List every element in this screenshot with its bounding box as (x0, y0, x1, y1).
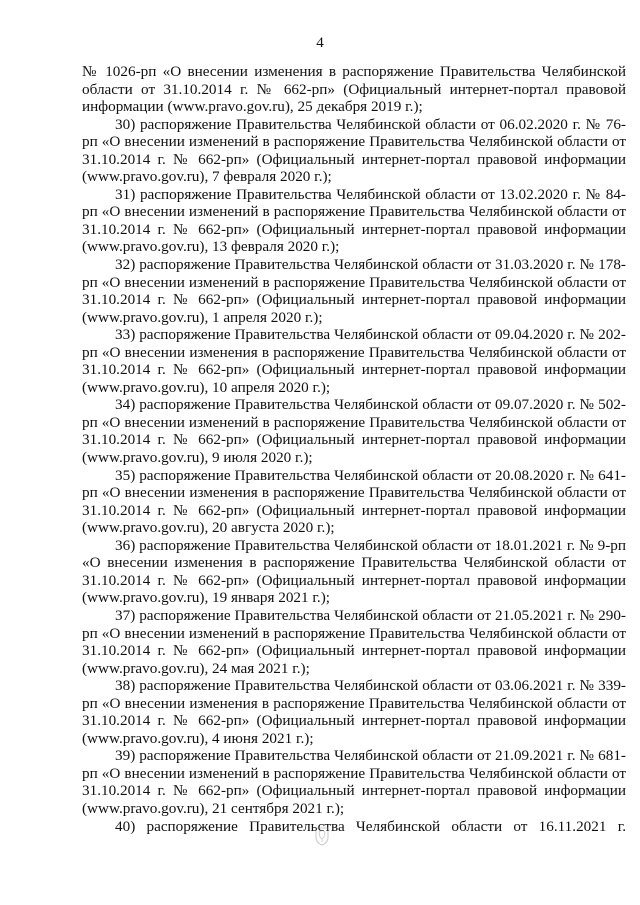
paragraph-continuation: № 1026-рп «О внесении изменения в распоряжение Правительства Челябинской области от 31.10.2014 г. № 662-рп» (Официальный интернет-портал правовой информации (www.pravo.gov.ru), 25 декабря 2019 г.); (82, 63, 626, 116)
list-item-33: 33) распоряжение Правительства Челябинской области от 09.04.2020 г. № 202-рп «О внесении изменения в распоряжение Правительства Челябинской области от 31.10.2014 г. № 662-рп» (Официальный интернет-портал правовой информации (www.pravo.gov.ru), 10 апреля 2020 г.); (82, 326, 626, 396)
list-item-34: 34) распоряжение Правительства Челябинской области от 09.07.2020 г. № 502-рп «О внесении изменений в распоряжение Правительства Челябинской области от 31.10.2014 г. № 662-рп» (Официальный интернет-портал правовой информации (www.pravo.gov.ru), 9 июля 2020 г.); (82, 396, 626, 467)
list-item-35: 35) распоряжение Правительства Челябинской области от 20.08.2020 г. № 641-рп «О внесении изменения в распоряжение Правительства Челябинской области от 31.10.2014 г. № 662-рп» (Официальный интернет-портал правовой информации (www.pravo.gov.ru), 20 августа 2020 г.); (82, 466, 626, 537)
list-item-37: 37) распоряжение Правительства Челябинской области от 21.05.2021 г. № 290-рп «О внесении изменений в распоряжение Правительства Челябинской области от 31.10.2014 г. № 662-рп» (Официальный интернет-портал правовой информации (www.pravo.gov.ru), 24 мая 2021 г.); (82, 606, 626, 677)
list-item-30: 30) распоряжение Правительства Челябинской области от 06.02.2020 г. № 76-рп «О внесении изменений в распоряжение Правительства Челябинской области от 31.10.2014 г. № 662-рп» (Официальный интернет-портал правовой информации (www.pravo.gov.ru), 7 февраля 2020 г.); (82, 115, 626, 186)
list-item-32: 32) распоряжение Правительства Челябинской области от 31.03.2020 г. № 178-рп «О внесении изменений в распоряжение Правительства Челябинской области от 31.10.2014 г. № 662-рп» (Официальный интернет-портал правовой информации (www.pravo.gov.ru), 1 апреля 2020 г.); (82, 256, 626, 326)
document-body (82, 63, 626, 835)
coat-of-arms-emblem-icon (314, 826, 330, 846)
document-stamp (266, 826, 406, 866)
page-number: 4 (316, 35, 324, 51)
list-item-39: 39) распоряжение Правительства Челябинской области от 21.09.2021 г. № 681-рп «О внесении изменений в распоряжение Правительства Челябинской области от 31.10.2014 г. № 662-рп» (Официальный интернет-портал правовой информации (www.pravo.gov.ru), 21 сентября 2021 г.); (82, 747, 626, 817)
list-item-40: 40) распоряжение Правительства Челябинской области от 16.11.2021 г. (115, 817, 626, 835)
list-item-38: 38) распоряжение Правительства Челябинской области от 03.06.2021 г. № 339-рп «О внесении изменения в распоряжение Правительства Челябинской области от 31.10.2014 г. № 662-рп» (Официальный интернет-портал правовой информации (www.pravo.gov.ru), 4 июня 2021 г.); (82, 677, 626, 747)
list-item-31: 31) распоряжение Правительства Челябинской области от 13.02.2020 г. № 84-рп «О внесении изменений в распоряжение Правительства Челябинской области от 31.10.2014 г. № 662-рп» (Официальный интернет-портал правовой информации (www.pravo.gov.ru), 13 февраля 2020 г.); (82, 185, 626, 256)
list-item-36: 36) распоряжение Правительства Челябинской области от 18.01.2021 г. № 9-рп «О внесении изменения в распоряжение Правительства Челябинской области от 31.10.2014 г. № 662-рп» (Официальный интернет-портал правовой информации (www.pravo.gov.ru), 19 января 2021 г.); (82, 536, 626, 607)
